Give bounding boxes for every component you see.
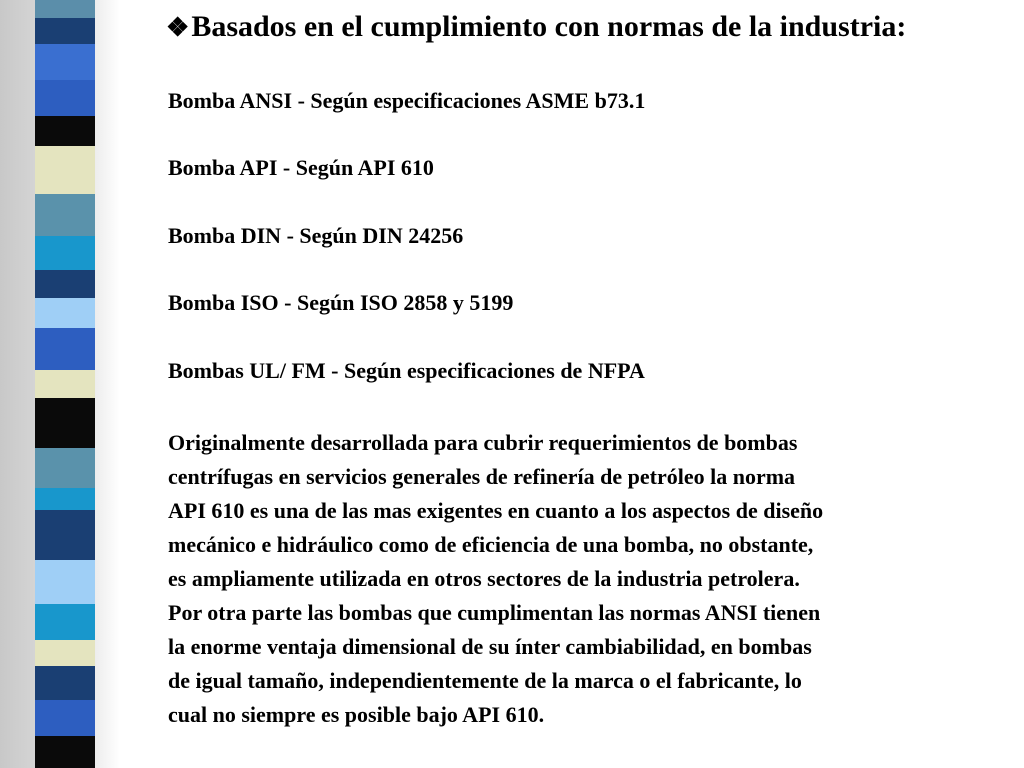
- standard-din: Bomba DIN - Según DIN 24256: [168, 223, 464, 248]
- paragraph-line: de igual tamaño, independientemente de la marca o el fabricante, lo: [168, 668, 802, 693]
- slide-title-text: Basados en el cumplimiento con normas de la industria:: [191, 10, 907, 43]
- diamond-bullet-icon: ❖: [166, 13, 190, 42]
- description-paragraph: [168, 426, 1018, 732]
- standard-ul-fm: Bombas UL/ FM - Según especificaciones de NFPA: [168, 358, 645, 383]
- slide-title: [166, 10, 906, 44]
- paragraph-line: mecánico e hidráulico como de eficiencia de una bomba, no obstante,: [168, 532, 814, 557]
- decorative-stripe-bar: [35, 0, 95, 768]
- paragraph-line: es ampliamente utilizada en otros sectores de la industria petrolera.: [168, 566, 800, 591]
- paragraph-line: API 610 es una de las mas exigentes en cuanto a los aspectos de diseño: [168, 498, 824, 523]
- paragraph-line: la enorme ventaja dimensional de su ínter cambiabilidad, en bombas: [168, 634, 812, 659]
- paragraph-line: centrífugas en servicios generales de refinería de petróleo la norma: [168, 464, 796, 489]
- paragraph-line: cual no siempre es posible bajo API 610.: [168, 702, 545, 727]
- standard-api: Bomba API - Según API 610: [168, 155, 434, 180]
- paragraph-line: Por otra parte las bombas que cumplimentan las normas ANSI tienen: [168, 600, 821, 625]
- standard-iso: Bomba ISO - Según ISO 2858 y 5199: [168, 290, 514, 315]
- paragraph-line: Originalmente desarrollada para cubrir requerimientos de bombas: [168, 430, 798, 455]
- standard-ansi: Bomba ANSI - Según especificaciones ASME b73.1: [168, 88, 646, 113]
